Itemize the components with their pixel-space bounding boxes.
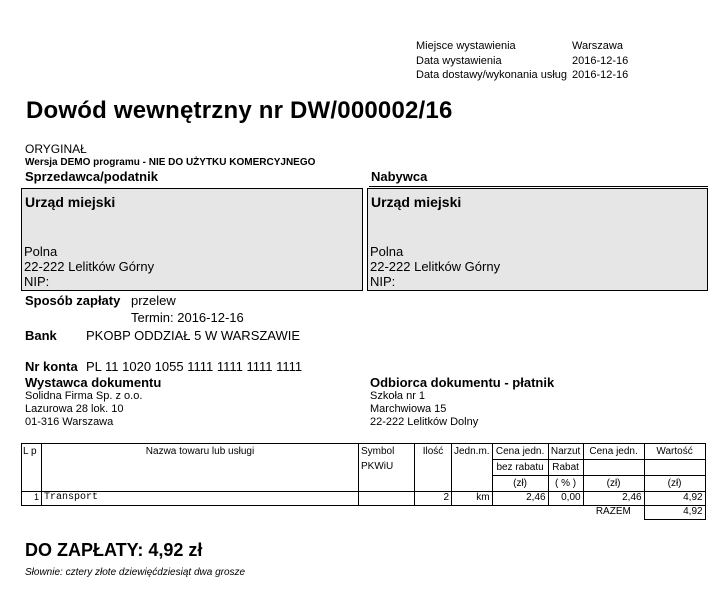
issue-date-label: Data wystawienia — [416, 55, 502, 67]
issuer-line-3: 01-316 Warszawa — [25, 416, 114, 428]
recipient-line-2: Marchwiowa 15 — [370, 403, 447, 415]
row-net-price: 2,46 — [583, 492, 644, 506]
col-lp: L p — [22, 444, 42, 492]
total-value: 4,92 — [644, 506, 705, 520]
original-label: ORYGINAŁ — [25, 142, 87, 156]
row-unit: km — [452, 492, 493, 506]
account-label: Nr konta — [25, 359, 78, 374]
bank-label: Bank — [25, 328, 57, 343]
col-symbol: Symbol PKWiU — [359, 444, 415, 492]
col-name: Nazwa towaru lub usługi — [42, 444, 359, 492]
payment-term: Termin: 2016-12-16 — [131, 310, 244, 325]
table-row — [22, 492, 706, 506]
place-label: Miejsce wystawienia — [416, 40, 516, 52]
recipient-line-1: Szkoła nr 1 — [370, 390, 426, 402]
buyer-heading: Nabywca — [371, 169, 428, 184]
seller-city: 22-222 Lelitków Górny — [24, 259, 155, 274]
row-discount: 0,00 — [548, 492, 583, 506]
row-qty: 2 — [415, 492, 452, 506]
col-value: Wartość (zł) — [644, 444, 705, 492]
delivery-date-label: Data dostawy/wykonania usług — [416, 69, 568, 81]
buyer-nip: NIP: — [370, 274, 396, 289]
buyer-name: Urząd miejski — [371, 194, 462, 210]
row-symbol — [359, 492, 415, 506]
row-name: Transport — [42, 492, 359, 506]
seller-name: Urząd miejski — [25, 194, 116, 210]
amount-to-pay: DO ZAPŁATY: 4,92 zł — [25, 540, 203, 560]
demo-notice: Wersja DEMO programu - NIE DO UŻYTKU KOMERCYJNEGO — [25, 157, 316, 168]
items-table — [21, 443, 706, 520]
payment-method-label: Sposób zapłaty — [25, 293, 121, 308]
total-label: RAZEM — [595, 506, 631, 517]
issuer-line-1: Solidna Firma Sp. z o.o. — [25, 390, 143, 402]
issue-date-value: 2016-12-16 — [572, 55, 629, 67]
seller-nip: NIP: — [24, 274, 50, 289]
buyer-city: 22-222 Lelitków Górny — [370, 259, 501, 274]
seller-heading: Sprzedawca/podatnik — [25, 169, 158, 184]
buyer-street: Polna — [370, 244, 404, 259]
amount-in-words: Słownie: cztery złote dziewięćdziesiąt dwa grosze — [25, 567, 246, 578]
row-lp: 1 — [22, 492, 42, 506]
col-net-price: Cena jedn. (zł) — [583, 444, 644, 492]
issuer-line-2: Lazurowa 28 lok. 10 — [25, 403, 124, 415]
issuer-heading: Wystawca dokumentu — [25, 375, 162, 390]
col-qty: Ilość — [415, 444, 452, 492]
table-header-row — [22, 444, 706, 492]
row-price: 2,46 — [492, 492, 548, 506]
total-row — [22, 506, 706, 520]
col-price: Cena jedn. bez rabatu (zł) — [492, 444, 548, 492]
buyer-heading-underline — [369, 186, 708, 187]
col-discount: Narzut Rabat ( % ) — [548, 444, 583, 492]
place-value: Warszawa — [572, 40, 623, 52]
col-unit: Jedn.m. — [452, 444, 493, 492]
account-value: PL 11 1020 1055 1111 1111 1111 1111 — [86, 359, 303, 374]
delivery-date-value: 2016-12-16 — [572, 69, 629, 81]
document-title: Dowód wewnętrzny nr DW/000002/16 — [26, 97, 453, 124]
buyer-box — [367, 188, 708, 291]
bank-value: PKOBP ODDZIAŁ 5 W WARSZAWIE — [86, 328, 301, 343]
recipient-heading: Odbiorca dokumentu - płatnik — [370, 375, 555, 390]
seller-street: Polna — [24, 244, 58, 259]
seller-box — [21, 188, 363, 291]
recipient-line-3: 22-222 Lelitków Dolny — [370, 416, 479, 428]
payment-method-value: przelew — [131, 293, 176, 308]
row-value: 4,92 — [644, 492, 705, 506]
